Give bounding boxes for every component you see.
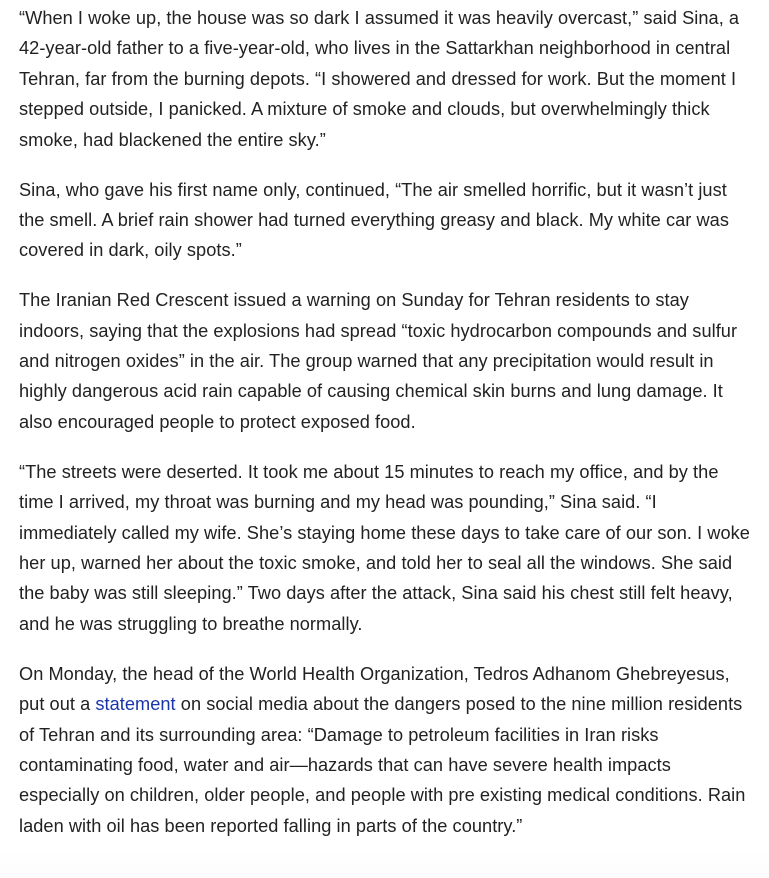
paragraph-3: The Iranian Red Crescent issued a warning on Sunday for Tehran residents to stay indoors, saying that the explosions had spread “toxic hydrocarbon compounds and sulfur and nitrogen oxides” in the air. The group warned that any precipitation would result in highly dangerous acid rain capable of causing chemical skin burns and lung damage. It also encouraged people to protect exposed food. <box>19 290 738 432</box>
paragraph-1: “When I woke up, the house was so dark I assumed it was heavily overcast,” said Sina, a 42-year-old father to a five-year-old, who lives in the Sattarkhan neighborhood in central Tehran, far from the burning depots. “I showered and dressed for work. But the moment I stepped outside, I panicked. A mixture of smoke and clouds, but overwhelmingly thick smoke, had blackened the entire sky.” <box>19 8 740 150</box>
paragraph-5-text-after-link: on social media about the dangers posed to the nine million residents of Tehran and its surrounding area: “Damage to petroleum facilities in Iran risks contaminating food, water and air—hazards that can have severe health impacts especially on children, older people, and people with pre existing medical conditions. Rain laden with oil has been reported falling in parts of the country.” <box>19 694 746 836</box>
paragraph-4: “The streets were deserted. It took me about 15 minutes to reach my office, and by the time I arrived, my throat was burning and my head was pounding,” Sina said. “I immediately called my wife. She’s staying home these days to take care of our son. I woke her up, warned her about the toxic smoke, and told her to seal all the windows. She said the baby was still sleeping.” Two days after the attack, Sina said his chest still felt heavy, and he was struggling to breathe normally. <box>19 461 750 634</box>
paragraph-5 <box>19 659 751 841</box>
statement-link[interactable]: statement <box>95 694 176 715</box>
paragraph-5-text-before-link: On Monday, the head of the World Health Organization, Tedros Adhanom Ghebreyesus, put out a <box>19 663 730 715</box>
article-body <box>19 3 751 861</box>
paragraph-2: Sina, who gave his first name only, continued, “The air smelled horrific, but it wasn’t just the smell. A brief rain shower had turned everything greasy and black. My white car was covered in dark, oily spots.” <box>19 179 729 261</box>
